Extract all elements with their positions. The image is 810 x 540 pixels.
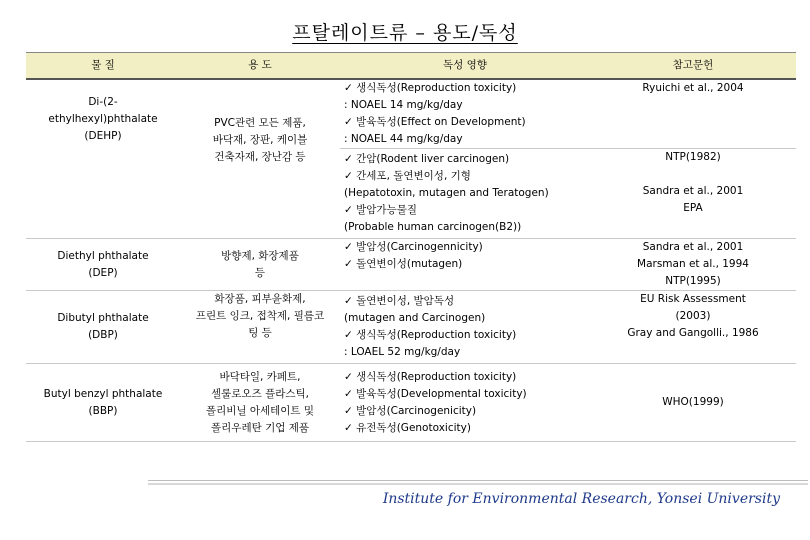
header-toxicity: 독성 영향 — [340, 53, 590, 80]
use-dehp: PVC관련 모든 제품, 바닥재, 장판, 케이블 건축자재, 장난감 등 — [180, 79, 340, 239]
phthalate-table — [26, 52, 796, 442]
reference-dehp-a: Ryuichi et al., 2004 — [590, 79, 796, 149]
table-row — [26, 291, 796, 364]
reference-dehp-b: NTP(1982) Sandra et al., 2001 EPA — [590, 149, 796, 239]
use-bbp: 바닥타일, 카페트, 셀룰로오즈 플라스틱, 폴리비닐 아세테이트 및 폴리우레탄 기업 제품 — [180, 364, 340, 442]
substance-dbp: Dibutyl phthalate (DBP) — [26, 291, 180, 364]
reference-bbp: WHO(1999) — [590, 364, 796, 442]
toxicity-dep: ✓ 발암성(Carcinogennicity) ✓ 돌연변이성(mutagen) — [340, 239, 590, 291]
footer-divider — [148, 480, 808, 481]
table-header-row — [26, 53, 796, 80]
footer-divider-shadow — [148, 483, 808, 485]
toxicity-dbp: ✓ 돌연변이성, 발암독성 (mutagen and Carcinogen) ✓ 생식독성(Reproduction toxicity) : LOAEL 52 mg/kg/day — [340, 291, 590, 364]
use-dep: 방향제, 화장제품 등 — [180, 239, 340, 291]
header-reference: 참고문헌 — [590, 53, 796, 80]
reference-dbp: EU Risk Assessment (2003) Gray and Gangolli., 1986 — [590, 291, 796, 364]
toxicity-bbp: ✓ 생식독성(Reproduction toxicity) ✓ 발육독성(Developmental toxicity) ✓ 발암성(Carcinogenicity) ✓ 유전독성(Genotoxicity) — [340, 364, 590, 442]
table-row — [26, 239, 796, 291]
use-dbp: 화장품, 피부윤화제, 프린트 잉크, 접착제, 필름코 팅 등 — [180, 291, 340, 364]
reference-dep: Sandra et al., 2001 Marsman et al., 1994 NTP(1995) — [590, 239, 796, 291]
table-row — [26, 79, 796, 149]
toxicity-dehp-b: ✓ 간암(Rodent liver carcinogen) ✓ 간세포, 돌연변이성, 기형 (Hepatotoxin, mutagen and Teratogen) ✓ 발암가능물질 (Probable human carcinogen(B2)) — [340, 149, 590, 239]
header-substance: 물 질 — [26, 53, 180, 80]
table-row — [26, 364, 796, 442]
toxicity-dehp-a: ✓ 생식독성(Reproduction toxicity) : NOAEL 14 mg/kg/day ✓ 발육독성(Effect on Development) : NOAEL 44 mg/kg/day — [340, 79, 590, 149]
substance-dehp: Di-(2- ethylhexyl)phthalate (DEHP) — [26, 79, 180, 239]
substance-bbp: Butyl benzyl phthalate (BBP) — [26, 364, 180, 442]
page-title: 프탈레이트류 – 용도/독성 — [292, 22, 518, 44]
footer-institute: Institute for Environmental Research, Yonsei University — [382, 491, 780, 507]
substance-dep: Diethyl phthalate (DEP) — [26, 239, 180, 291]
header-use: 용 도 — [180, 53, 340, 80]
